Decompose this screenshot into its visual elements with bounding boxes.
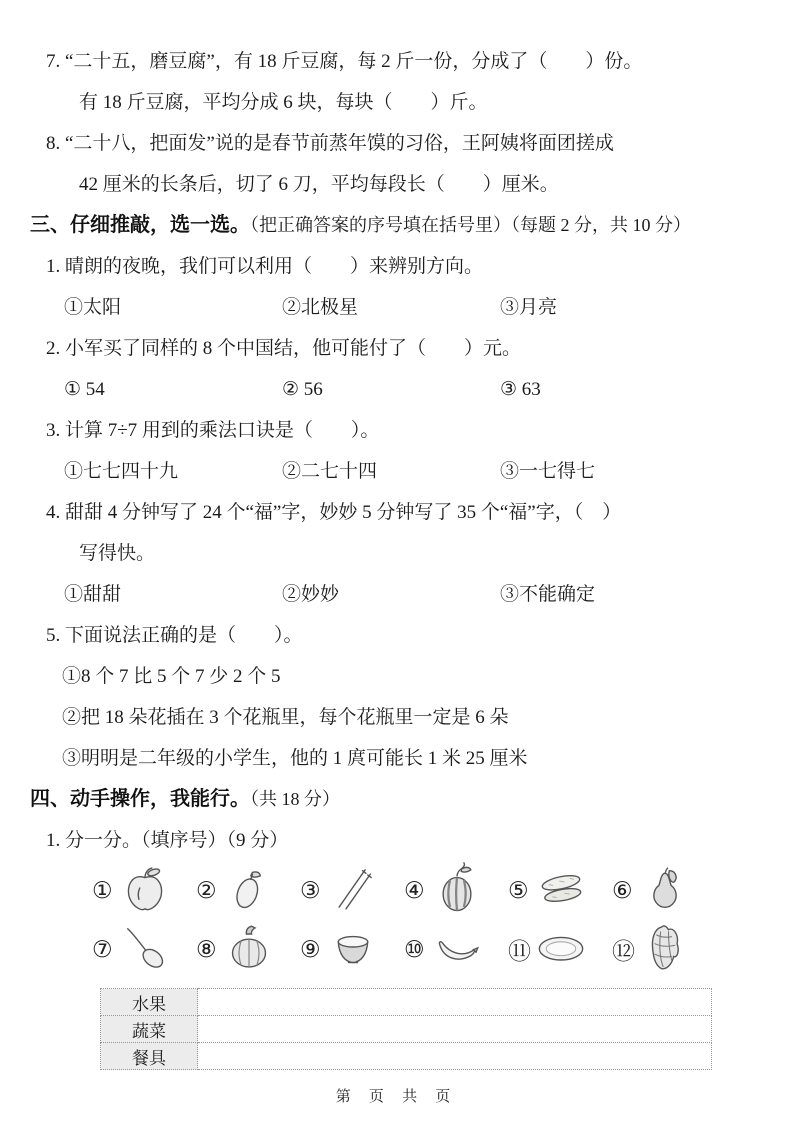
section-3-note: （把正确答案的序号填在括号里）（每题 2 分，共 10 分） — [250, 215, 691, 235]
item-number: ④ — [404, 877, 425, 904]
bowl-icon — [327, 921, 379, 978]
item-number: ⑩ — [404, 936, 425, 963]
apple-icon — [119, 862, 171, 919]
item-number: ⑫ — [612, 939, 635, 965]
item-number: ⑧ — [196, 936, 217, 963]
row-label-fruit: 水果 — [101, 989, 198, 1016]
eggplant-icon — [223, 862, 275, 919]
choice-q5-statement-1: ①8 个 7 比 5 个 7 少 2 个 5 — [62, 666, 281, 687]
choice-q4-stem-line-2: 写得快。 — [79, 543, 156, 564]
item-number: ⑦ — [92, 936, 113, 963]
choice-q1-options — [0, 287, 793, 328]
choice-q5-statement-2: ②把 18 朵花插在 3 个花瓶里，每个花瓶里一定是 6 朵 — [62, 707, 509, 728]
table-row — [101, 1043, 712, 1070]
option: ②北极星 — [282, 297, 359, 318]
table-row — [101, 989, 712, 1016]
table-row — [101, 1016, 712, 1043]
section-4-header — [0, 779, 793, 820]
row-label-tableware: 餐具 — [101, 1043, 198, 1070]
item-number: ⑨ — [300, 936, 321, 963]
section-3-title: 三、仔细推敲，选一选。 — [30, 214, 250, 236]
item-1 — [92, 862, 196, 919]
item-4 — [404, 862, 508, 919]
item-2 — [196, 862, 300, 919]
pear-icon — [639, 862, 691, 919]
choice-q3-stem: 3. 计算 7÷7 用到的乘法口诀是（ ）。 — [46, 420, 380, 441]
item-7 — [92, 921, 196, 978]
item-number: ⑤ — [508, 877, 529, 904]
item-9 — [300, 921, 404, 978]
option: ②妙妙 — [282, 584, 340, 605]
item-number: ③ — [300, 877, 321, 904]
option: ② 56 — [282, 379, 323, 400]
option: ③月亮 — [500, 297, 558, 318]
section-3-header — [0, 205, 793, 246]
item-5 — [508, 862, 612, 919]
classification-table — [100, 988, 712, 1070]
item-number: ① — [92, 877, 113, 904]
choice-q1-stem: 1. 晴朗的夜晚，我们可以利用（ ）来辨别方向。 — [46, 256, 484, 277]
choice-q2-stem: 2. 小军买了同样的 8 个中国结，他可能付了（ ）元。 — [46, 338, 522, 359]
item-number: ⑪ — [508, 939, 531, 965]
choice-q4-stem-line-1: 4. 甜甜 4 分钟写了 24 个“福”字，妙妙 5 分钟写了 35 个“福”字，（ ） — [46, 502, 622, 523]
choice-q4-options — [0, 574, 793, 615]
cabbage-icon — [639, 921, 691, 978]
spoon-icon — [119, 921, 171, 978]
items-row-2 — [0, 920, 793, 979]
watermelon-icon — [431, 862, 483, 919]
item-6 — [612, 862, 716, 919]
pumpkin-icon — [223, 921, 275, 978]
item-10 — [404, 921, 508, 978]
choice-q5-statement-3: ③明明是二年级的小学生，他的 1 庹可能长 1 米 25 厘米 — [62, 748, 528, 769]
answer-blank-tableware[interactable] — [198, 1043, 712, 1070]
question-7-line-1: 7. “二十五，磨豆腐”，有 18 斤豆腐，每 2 斤一份，分成了（ ）份。 — [46, 51, 643, 72]
chopsticks-icon — [327, 862, 379, 919]
item-3 — [300, 862, 404, 919]
yam-icon — [535, 862, 587, 919]
option: ③不能确定 — [500, 584, 596, 605]
row-label-vegetable: 蔬菜 — [101, 1016, 198, 1043]
question-7-line-2: 有 18 斤豆腐，平均分成 6 块，每块（ ）斤。 — [79, 92, 488, 113]
section-4-note: （共 18 分） — [250, 789, 340, 809]
item-number: ⑥ — [612, 877, 633, 904]
banana-icon — [431, 921, 483, 978]
page-footer: 第 页 共 页 — [335, 1088, 458, 1105]
option: ③ 63 — [500, 379, 541, 400]
item-11 — [508, 921, 612, 978]
option: ①甜甜 — [64, 584, 122, 605]
answer-blank-vegetable[interactable] — [198, 1016, 712, 1043]
choice-q5-stem: 5. 下面说法正确的是（ ）。 — [46, 625, 303, 646]
item-8 — [196, 921, 300, 978]
option: ① 54 — [64, 379, 105, 400]
plate-icon — [535, 921, 587, 978]
choice-q3-options — [0, 451, 793, 492]
option: ①七七四十九 — [64, 461, 179, 482]
option: ③一七得七 — [500, 461, 596, 482]
item-12 — [612, 921, 716, 978]
question-8-line-2: 42 厘米的长条后，切了 6 刀，平均每段长（ ）厘米。 — [79, 174, 559, 195]
question-8-line-1: 8. “二十八，把面发”说的是春节前蒸年馍的习俗，王阿姨将面团搓成 — [46, 133, 614, 154]
option: ②二七十四 — [282, 461, 378, 482]
section-4-title: 四、动手操作，我能行。 — [30, 788, 250, 810]
items-row-1 — [0, 861, 793, 920]
item-number: ② — [196, 877, 217, 904]
sort-question-stem: 1. 分一分。（填序号）（9 分） — [46, 830, 289, 851]
choice-q2-options — [0, 369, 793, 410]
answer-blank-fruit[interactable] — [198, 989, 712, 1016]
option: ①太阳 — [64, 297, 122, 318]
